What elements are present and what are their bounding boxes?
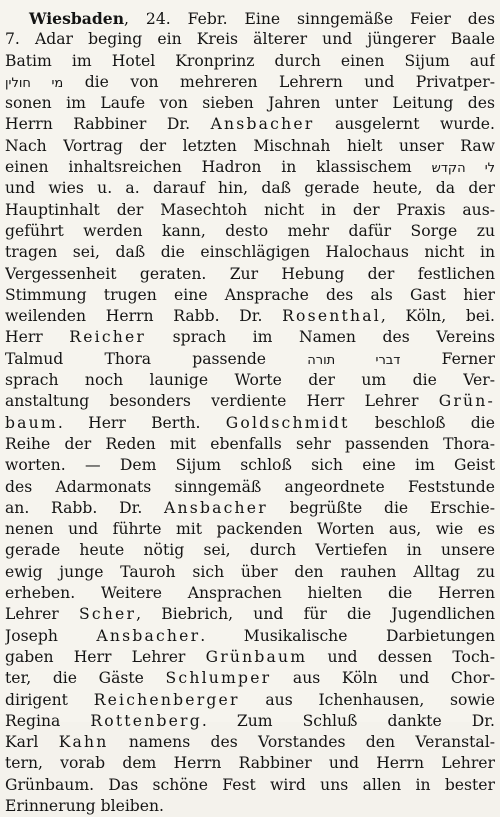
article-line <box>5 136 495 157</box>
text-segment: ter, die Gäste <box>5 669 166 688</box>
text-segment: des Adarmonats sinngemäß angeordnete Feststunde <box>5 477 495 496</box>
text-segment: an. Rabb. Dr. <box>5 498 165 517</box>
article-line <box>5 690 495 711</box>
text-segment: . Musikalische Darbietungen <box>200 626 495 645</box>
text-segment: nenen und führte mit packenden Worten aus, wie es <box>5 520 495 539</box>
text-segment: die von mehreren Lehrern und Privatper- <box>63 72 495 91</box>
text-segment: namens des Vorstandes den Veranstal- <box>108 733 495 752</box>
text-segment: sprach noch launige Worte der um die Ver- <box>5 371 495 390</box>
article-line <box>5 72 495 93</box>
text-segment: und wies u. a. darauf hin, daß gerade heute, da der <box>5 179 495 198</box>
article-line <box>5 93 495 114</box>
text-segment: Karl <box>5 733 59 752</box>
text-segment: 7. Adar beging ein Kreis älterer und jüngerer Baale <box>5 30 495 49</box>
article-line <box>5 796 495 817</box>
text-segment: . Zum Schluß dankte Dr. <box>201 711 495 730</box>
article-line <box>5 604 495 625</box>
article-line <box>5 114 495 135</box>
spaced-name: Grün- <box>438 392 495 411</box>
article-line <box>5 647 495 668</box>
article-line <box>5 562 495 583</box>
text-segment: anstaltung besonders verdiente Herr Lehrer <box>5 392 439 411</box>
article-line <box>5 242 495 263</box>
text-segment: worten. — Dem Sijum schloß sich eine im Geist <box>5 456 495 475</box>
text-segment: Reihe der Reden mit ebenfalls sehr passenden Thora- <box>5 434 495 453</box>
article-line <box>5 8 495 29</box>
article-line <box>5 306 495 327</box>
text-segment: Ferner <box>400 349 495 368</box>
article-line <box>5 455 495 476</box>
text-segment: beschloß die <box>349 413 495 432</box>
text-segment: einen inhaltsreichen Hadron in klassischem <box>5 158 432 177</box>
text-segment: begrüßte die Erschie- <box>267 498 495 517</box>
spaced-name: Reichenberger <box>93 690 240 709</box>
text-segment: , 24. Febr. Eine sinngemäße Feier des <box>124 10 495 28</box>
hebrew-phrase: לי הקדש <box>431 161 495 177</box>
text-segment: Herr <box>5 328 70 347</box>
text-segment: weilenden Herrn Rabb. Dr. <box>5 307 283 326</box>
hebrew-phrase: דברי תורה <box>307 352 401 368</box>
text-segment: Stimmung trugen eine Ansprache des als Gast hier <box>5 285 495 304</box>
hebrew-phrase: מי חולין <box>5 75 64 91</box>
article-line <box>5 413 495 434</box>
spaced-name: Ansbacher <box>96 626 201 645</box>
article-line <box>5 540 495 561</box>
text-segment: Erinnerung bleiben. <box>5 796 165 815</box>
article-line <box>5 264 495 285</box>
article-line <box>5 775 495 796</box>
text-segment: ausgelernt wurde. <box>314 115 495 134</box>
spaced-name: Reicher <box>69 328 147 347</box>
text-segment: geführt werden kann, desto mehr dafür Sorge zu <box>5 221 495 240</box>
article-body <box>5 8 495 817</box>
article-line <box>5 391 495 412</box>
text-segment: ewig junge Tauroh sich über den rauhen Alltag zu <box>5 562 495 581</box>
article-line <box>5 370 495 391</box>
spaced-name: Rosenthal <box>282 307 381 326</box>
dateline-place: Wiesbaden <box>29 9 125 28</box>
article-line <box>5 583 495 604</box>
text-segment: , Biebrich, und für die Jugendlichen <box>136 605 495 624</box>
text-segment: , Köln, bei. <box>380 307 495 326</box>
article-line <box>5 753 495 774</box>
text-segment: dirigent <box>5 690 94 709</box>
spaced-name: baum <box>5 413 58 432</box>
article-line <box>5 200 495 221</box>
spaced-name: Ansbacher <box>210 115 315 134</box>
article-line <box>5 157 495 178</box>
text-segment: tern, vorab dem Herrn Rabbiner und Herrn Lehrer <box>5 754 495 773</box>
text-segment: Nach Vortrag der letzten Mischnah hielt unser Raw <box>5 136 495 155</box>
text-segment: gaben Herr Lehrer <box>5 647 206 666</box>
text-segment: sonen im Laufe von sieben Jahren unter Leitung des <box>5 94 495 113</box>
text-segment: Lehrer <box>5 605 79 624</box>
text-segment: Joseph <box>5 626 97 645</box>
article-line <box>5 327 495 348</box>
text-segment: Grünbaum. Das schöne Fest wird uns allen in bester <box>5 775 495 794</box>
text-segment: . Herr Berth. <box>57 413 226 432</box>
text-segment: Talmud Thora passende <box>5 349 308 368</box>
text-segment: Vergessenheit geraten. Zur Hebung der festlichen <box>5 264 495 283</box>
article-line <box>5 349 495 370</box>
text-segment: tragen sei, daß die einschlägigen Halochaus nicht in <box>5 243 495 262</box>
text-segment: Batim im Hotel Kronprinz durch einen Sijum auf <box>5 51 495 70</box>
text-segment: und dessen Toch- <box>307 647 495 666</box>
article-line <box>5 29 495 50</box>
article-line <box>5 51 495 72</box>
article-line <box>5 285 495 306</box>
article-line <box>5 178 495 199</box>
text-segment: aus Köln und Chor- <box>271 669 495 688</box>
text-segment: erheben. Weitere Ansprachen hielten die Herren <box>5 584 495 603</box>
article-line <box>5 626 495 647</box>
text-segment: Herrn Rabbiner Dr. <box>5 115 211 134</box>
article-line <box>5 434 495 455</box>
text-segment: gerade heute nötig sei, durch Vertiefen in unsere <box>5 541 495 560</box>
article-line <box>5 711 495 732</box>
article-line <box>5 221 495 242</box>
spaced-name: Kahn <box>58 733 109 752</box>
spaced-name: Scher <box>78 605 137 624</box>
article-line <box>5 477 495 498</box>
article-line <box>5 498 495 519</box>
spaced-name: Grünbaum <box>205 647 308 666</box>
spaced-name: Rottenberg <box>90 711 202 730</box>
spaced-name: Schlumper <box>165 669 272 688</box>
text-segment: aus Ichenhausen, sowie <box>239 690 495 709</box>
article-line <box>5 732 495 753</box>
article-line <box>5 519 495 540</box>
spaced-name: Ansbacher <box>164 498 268 517</box>
text-segment: Hauptinhalt der Masechtoh nicht in der Praxis aus- <box>5 200 495 219</box>
text-segment: Regina <box>5 711 91 730</box>
text-segment: sprach im Namen des Vereins <box>146 328 495 347</box>
article-line <box>5 668 495 689</box>
spaced-name: Goldschmidt <box>225 413 350 432</box>
